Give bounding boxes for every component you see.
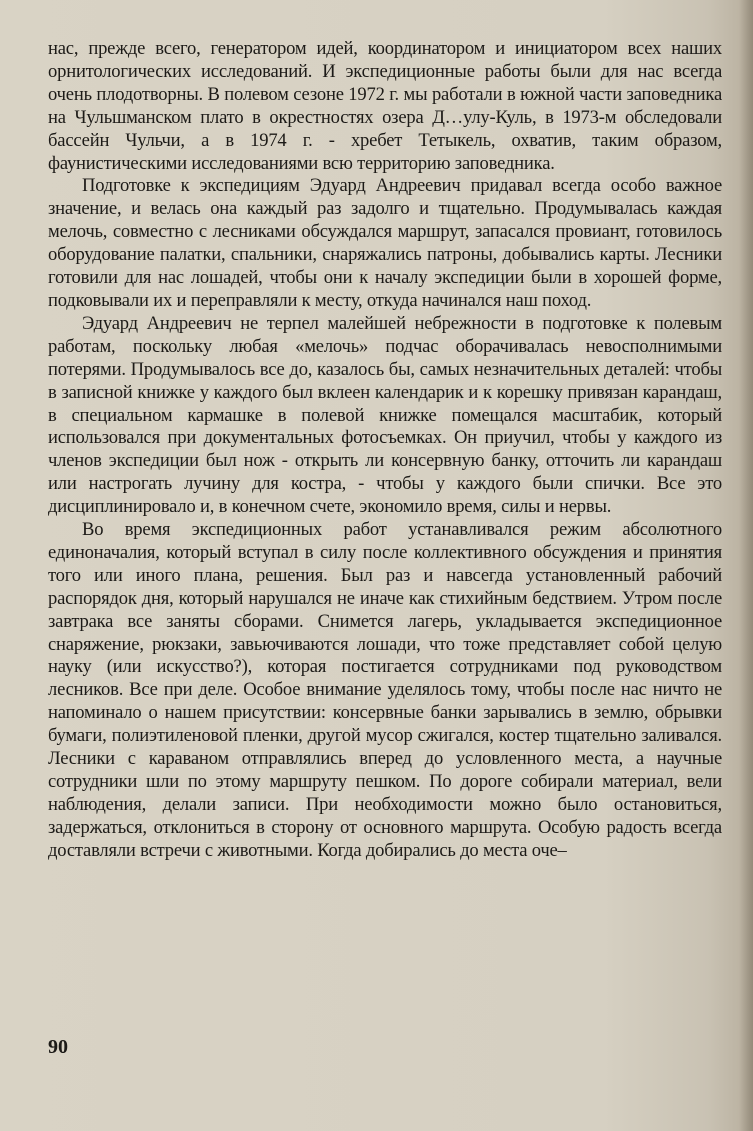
paragraph-2: Подготовке к экспедициям Эдуард Андреевич придавал всегда особо важное значение, и велась она каждый раз задолго и тщательно. Продумывалась каждая мелочь, совместно с лесниками обсуждался маршрут, запасался провиант, готовилось оборудование палатки, спальники, снаряжались патроны, добывались карты. Лесники готовили для нас лошадей, чтобы они к началу экспедиции были в хорошей форме, подковывали их и переправляли к месту, откуда начинался наш поход. [48,175,722,311]
body-text [48,38,722,863]
paragraph-1: нас, прежде всего, генератором идей, координатором и инициатором всех наших орнитологических исследований. И экспедиционные работы были для нас всегда очень плодотворны. В полевом сезоне 1972 г. мы работали в южной части заповедника на Чульшманском плато в окрестностях озера Д…улу-Куль, в 1973-м обследовали бассейн Чульчи, а в 1974 г. - хребет Тетыкель, охватив, таким образом, фаунистическими исследованиями всю территорию заповедника. [48,38,722,174]
page-number: 90 [48,1036,68,1058]
page-edge-shadow [739,0,753,1131]
paragraph-4: Во время экспедиционных работ устанавливался режим абсолютного единоначалия, который вступал в силу после коллективного обсуждения и принятия того или иного плана, решения. Был раз и навсегда установленный рабочий распорядок дня, который нарушался не иначе как стихийным бедствием. Утром после завтрака все заняты сборами. Снимется лагерь, укладывается экспедиционное снаряжение, рюкзаки, завьючиваются лошади, что тоже представляет собой целую науку (или искусство?), которая постигается сотрудниками под руководством лесников. Все при деле. Особое внимание уделялось тому, чтобы после нас ничто не напоминало о нашем присутствии: консервные банки зарывались в землю, обрывки бумаги, полиэтиленовой пленки, другой мусор сжигался, костер тщательно заливался. Лесники с караваном отправлялись вперед до условленного места, а научные сотрудники шли по этому маршруту пешком. По дороге собирали материал, вели наблюдения, делали записи. При необходимости можно было остановиться, задержаться, отклониться в сторону от основного маршрута. Особую радость всегда доставляли встречи с животными. Когда добирались до места оче– [48,519,722,861]
paragraph-3: Эдуард Андреевич не терпел малейшей небрежности в подготовке к полевым работам, поскольку любая «мелочь» подчас оборачивалась невосполнимыми потерями. Продумывалось все до, казалось бы, самых незначительных деталей: чтобы в записной книжке у каждого был вклеен календарик и к корешку привязан карандаш, в специальном кармашке в полевой книжке помещался масштабик, который использовался при документальных фотосъемках. Он приучил, чтобы у каждого из членов экспедиции был нож - открыть ли консервную банку, отточить ли карандаш или настрогать лучину для костра, - чтобы у каждого были спички. Все это дисциплинировало и, в конечном счете, экономило время, силы и нервы. [48,312,722,518]
